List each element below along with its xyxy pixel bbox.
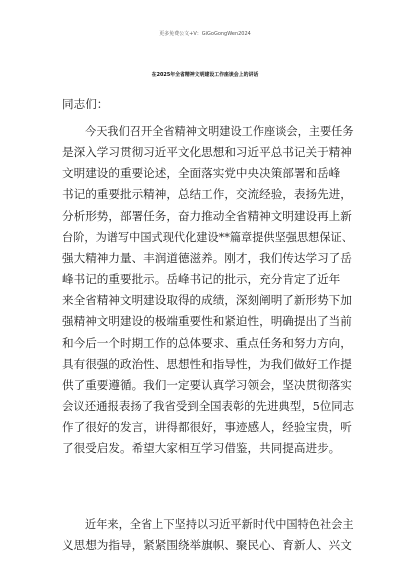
paragraph-line: 了很受启发。希望大家相互学习借鉴，共同提高进步。 (62, 441, 341, 456)
paragraph-line: 峰书记的重要批示。岳峰书记的批示，充分肯定了近年 (62, 272, 341, 287)
paragraph-line: 分析形势，部署任务，奋力推动全省精神文明建设再上新 (62, 208, 352, 223)
paragraph-line: 作了很好的发言，讲得都很好，事迹感人，经验宝贵，听 (62, 420, 352, 435)
paragraph-line: 会议还通报表扬了我省受到全国表彰的先进典型，5位同志 (62, 399, 355, 414)
watermark-text: 更多免费公文+V：GiGoGongWen2024 (159, 31, 251, 37)
paragraph-line: 是深入学习贯彻习近平文化思想和习近平总书记关于精神 (62, 145, 352, 160)
body-paragraph-2 (62, 514, 354, 556)
paragraph-line: 近年来，全省上下坚持以习近平新时代中国特色社会主 (85, 518, 354, 531)
paragraph-line: 和今后一个时期工作的总体要求、重点任务和努力方向， (62, 335, 352, 350)
paragraph-line: 文明建设的重要论述，全面落实党中央决策部署和岳峰 (62, 166, 341, 181)
paragraph-line: 来全省精神文明建设取得的成绩，深刻阐明了新形势下加 (62, 293, 352, 308)
paragraph-line: 具有很强的政治性、思想性和指导性，为我们做好工作提 (62, 356, 352, 371)
paragraph-line: 书记的重要批示精神，总结工作，交流经验，表扬先进， (62, 187, 352, 202)
paragraph-line: 台阶，为谱写中国式现代化建设**篇章提供坚强思想保证、 (62, 230, 353, 244)
paragraph-line: 供了重要遵循。我们一定要认真学习领会，坚决贯彻落实 (62, 377, 352, 392)
paragraph-line: 义思想为指导，紧紧围绕举旗帜、聚民心、育新人、兴文 (62, 538, 352, 553)
salutation: 同志们： (62, 97, 109, 111)
paragraph-line: 强大精神力量、丰润道德滋养。刚才，我们传达学习了岳 (62, 250, 352, 265)
document-title: 在2025年全省精神文明建设工作座谈会上的讲话 (151, 72, 259, 78)
body-paragraph-1 (62, 121, 354, 460)
paragraph-line: 今天我们召开全省精神文明建设工作座谈会，主要任务 (85, 125, 354, 138)
paragraph-line: 强精神文明建设的极端重要性和紧迫性，明确提出了当前 (62, 314, 352, 329)
